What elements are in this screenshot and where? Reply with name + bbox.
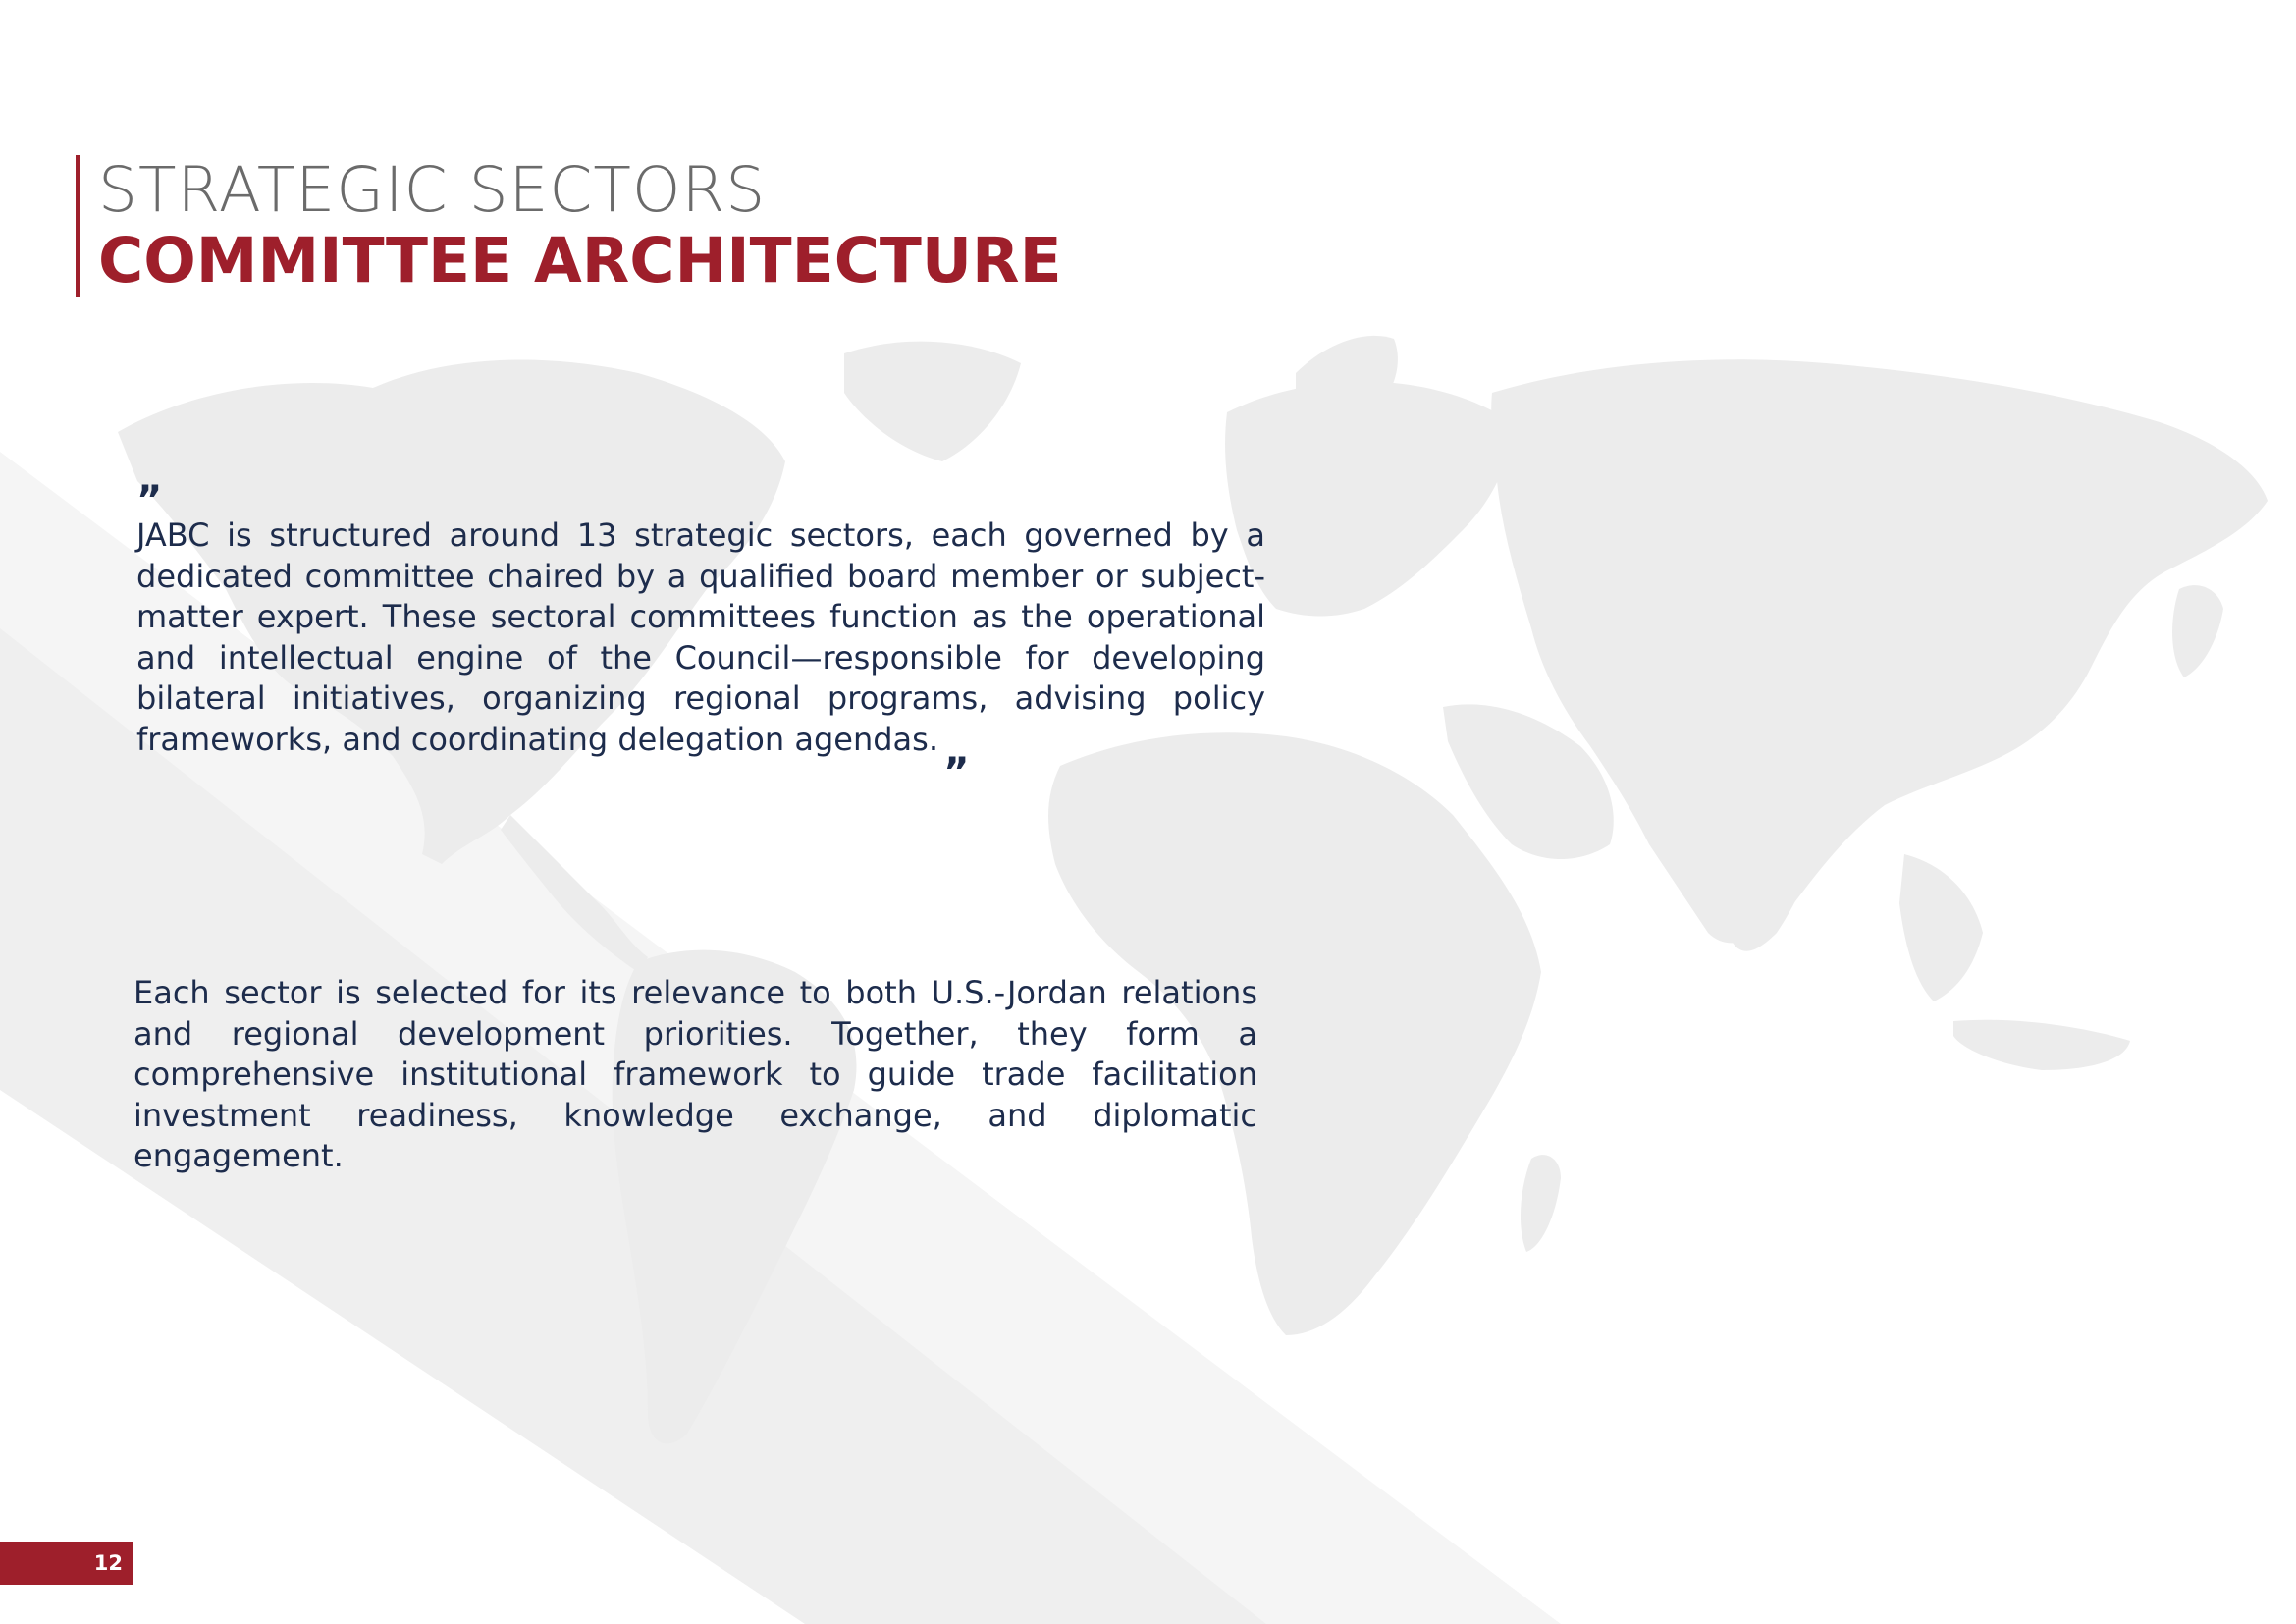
page-title-line1: STRATEGIC SECTORS xyxy=(98,154,767,226)
page-title-line2: COMMITTEE ARCHITECTURE xyxy=(98,225,1062,297)
quote-block xyxy=(136,478,1265,774)
page-number-badge xyxy=(0,1542,133,1585)
page-number: 12 xyxy=(93,1551,123,1575)
quote-paragraph xyxy=(136,515,1265,774)
quote-text: JABC is structured around 13 strategic sectors, each governed by a dedicated committee chaired by a qualified board member or subject-matter expert. These sectoral committees function as the operational and intellectual engine of the Council—responsible for developing bilateral initiatives, organizing regional programs, advising policy frameworks, and coordinating delegation agendas. xyxy=(136,516,1265,758)
body-paragraph: Each sector is selected for its relevance to both U.S.-Jordan relations and regional development priorities. Together, they form a comprehensive institutional framework to guide trade facilitation investment readiness, knowledge exchange, and diplomatic engagement. xyxy=(133,974,1257,1174)
title-block xyxy=(76,155,1062,297)
open-quote-mark: ” xyxy=(136,478,163,523)
close-quote-mark: „ xyxy=(943,728,971,774)
